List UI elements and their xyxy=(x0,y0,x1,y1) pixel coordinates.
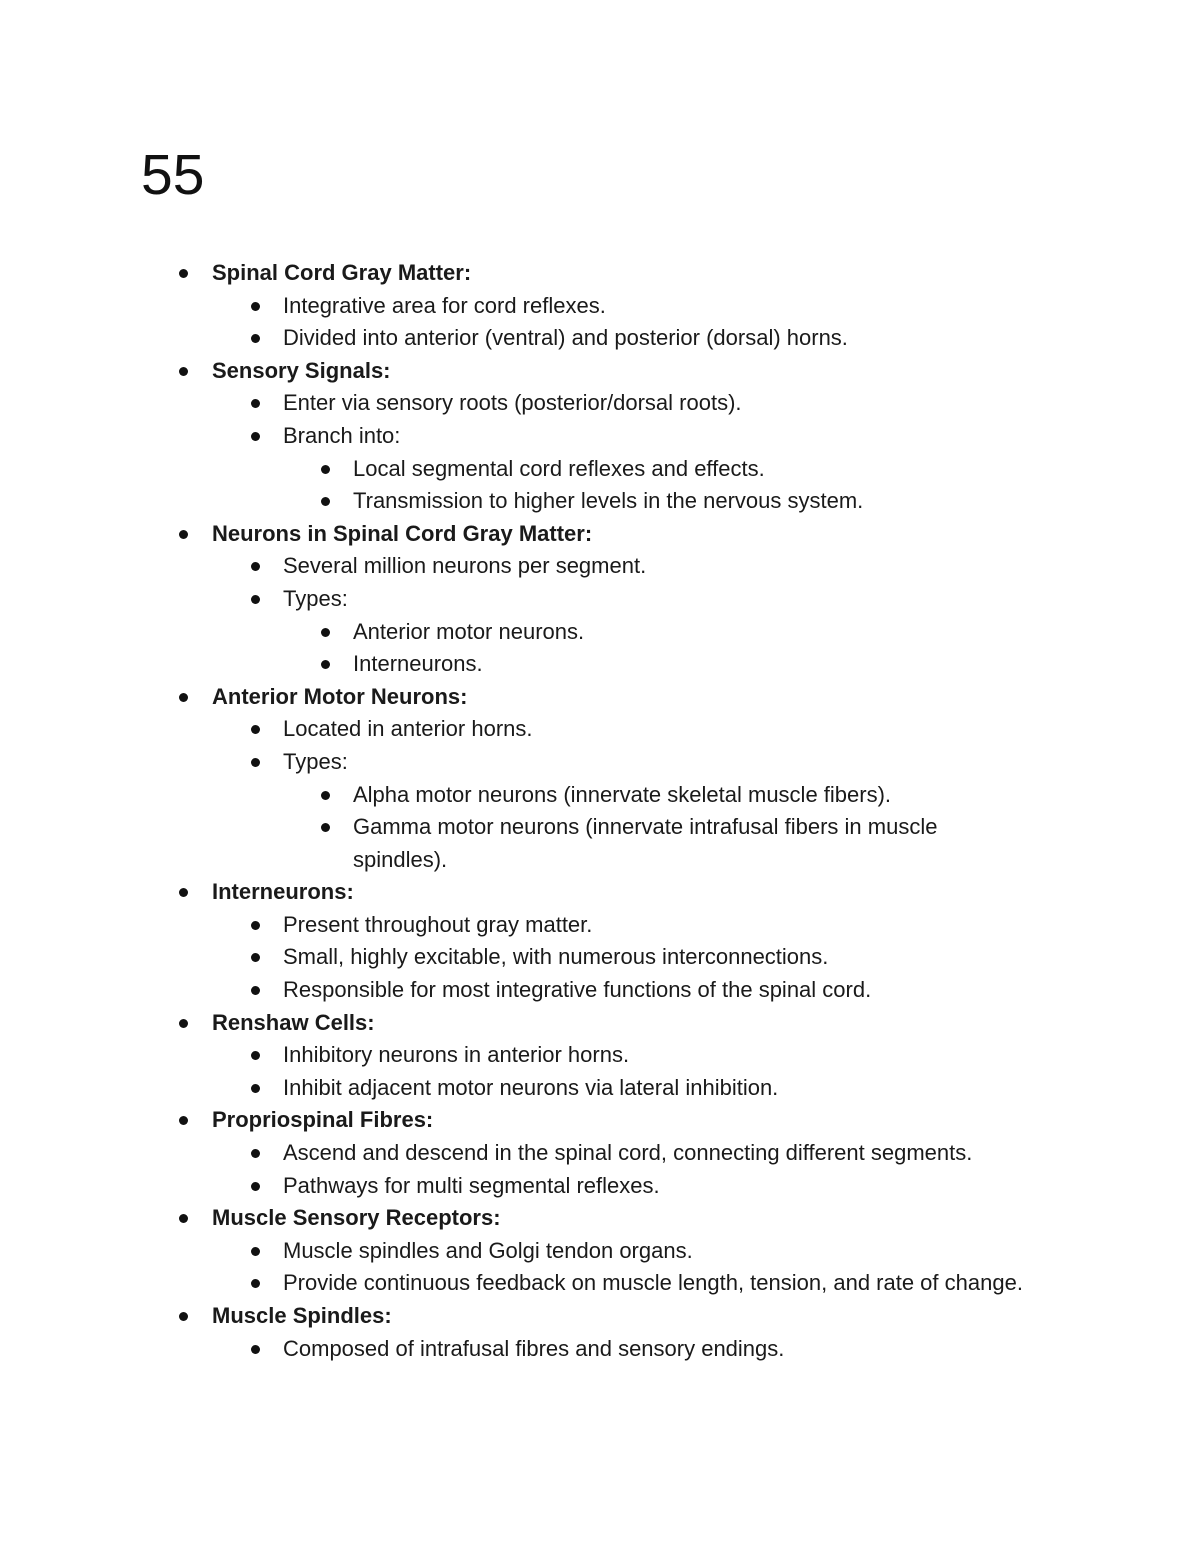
section-item xyxy=(0,257,1200,355)
list-row xyxy=(0,355,1200,388)
list-row xyxy=(0,941,1043,974)
section-heading: Muscle Sensory Receptors: xyxy=(212,1205,501,1231)
list-item xyxy=(0,322,1200,355)
list-item xyxy=(0,1267,1200,1300)
bullet-icon xyxy=(179,367,188,376)
list-item xyxy=(0,1137,1200,1170)
list-row xyxy=(0,1104,1200,1137)
list-row xyxy=(0,1007,1200,1040)
bullet-icon xyxy=(321,791,330,800)
nested-list xyxy=(0,453,1200,518)
list-row xyxy=(0,811,1013,876)
bullet-icon xyxy=(251,1345,260,1354)
section-item xyxy=(0,681,1200,877)
list-item-text: Inhibit adjacent motor neurons via lateral inhibition. xyxy=(283,1074,779,1100)
list-item xyxy=(0,746,1200,876)
section-item xyxy=(0,1007,1200,1105)
section-item xyxy=(0,355,1200,518)
list-item-text: Types: xyxy=(283,585,348,611)
section-heading: Renshaw Cells: xyxy=(212,1009,375,1035)
list-item xyxy=(0,909,1200,942)
list-row xyxy=(0,550,1043,583)
list-row xyxy=(0,1072,1043,1105)
section-heading: Interneurons: xyxy=(212,879,354,905)
list-item xyxy=(0,779,1200,812)
list-row xyxy=(0,1267,1043,1300)
list-row xyxy=(0,974,1043,1007)
list-item xyxy=(0,941,1200,974)
bullet-icon xyxy=(251,1247,260,1256)
list-row xyxy=(0,518,1200,551)
section-heading: Sensory Signals: xyxy=(212,357,391,383)
bullet-icon xyxy=(179,1116,188,1125)
bullet-icon xyxy=(321,823,330,832)
section-item xyxy=(0,1104,1200,1202)
list-row xyxy=(0,1137,1043,1170)
list-row xyxy=(0,779,1013,812)
bullet-icon xyxy=(251,1051,260,1060)
list-item-text: Provide continuous feedback on muscle length, tension, and rate of change. xyxy=(283,1270,1023,1296)
list-item xyxy=(0,616,1200,649)
nested-list xyxy=(0,616,1200,681)
list-row xyxy=(0,387,1043,420)
list-item xyxy=(0,387,1200,420)
sub-list xyxy=(0,1333,1200,1366)
list-row xyxy=(0,322,1043,355)
section-item xyxy=(0,1300,1200,1365)
list-item xyxy=(0,420,1200,518)
list-row xyxy=(0,681,1200,714)
list-row xyxy=(0,746,1043,779)
bullet-icon xyxy=(251,725,260,734)
list-row xyxy=(0,648,1013,681)
bullet-icon xyxy=(179,1019,188,1028)
bullet-icon xyxy=(321,497,330,506)
list-item xyxy=(0,583,1200,681)
section-heading: Anterior Motor Neurons: xyxy=(212,683,468,709)
bullet-icon xyxy=(251,986,260,995)
list-item-text: Branch into: xyxy=(283,422,401,448)
nested-item-text: Gamma motor neurons (innervate intrafusal fibers in muscle spindles). xyxy=(353,814,938,872)
section-item xyxy=(0,518,1200,681)
list-item xyxy=(0,1333,1200,1366)
sub-list xyxy=(0,1137,1200,1202)
list-row xyxy=(0,290,1043,323)
list-item-text: Types: xyxy=(283,748,348,774)
list-item-text: Muscle spindles and Golgi tendon organs. xyxy=(283,1237,693,1263)
sub-list xyxy=(0,713,1200,876)
list-item-text: Divided into anterior (ventral) and posterior (dorsal) horns. xyxy=(283,325,848,351)
section-heading: Spinal Cord Gray Matter: xyxy=(212,260,472,285)
list-item-text: Small, highly excitable, with numerous interconnections. xyxy=(283,944,829,970)
bullet-icon xyxy=(251,1182,260,1191)
list-item xyxy=(0,713,1200,746)
nested-item-text: Local segmental cord reflexes and effects. xyxy=(353,455,765,481)
list-row xyxy=(0,1300,1200,1333)
sub-list xyxy=(0,1039,1200,1104)
list-item-text: Enter via sensory roots (posterior/dorsal roots). xyxy=(283,390,742,416)
list-row xyxy=(0,583,1043,616)
bullet-icon xyxy=(179,269,188,278)
list-item xyxy=(0,550,1200,583)
section-item xyxy=(0,1202,1200,1300)
bullet-icon xyxy=(321,628,330,637)
section-item xyxy=(0,876,1200,1006)
bullet-icon xyxy=(251,399,260,408)
sub-list xyxy=(0,387,1200,517)
list-row xyxy=(0,1170,1043,1203)
list-item xyxy=(0,811,1200,876)
page-number: 55 xyxy=(141,143,205,207)
list-item-text: Composed of intrafusal fibres and sensory endings. xyxy=(283,1335,785,1361)
nested-item-text: Transmission to higher levels in the nervous system. xyxy=(353,488,864,514)
list-row xyxy=(0,1202,1200,1235)
bullet-icon xyxy=(179,693,188,702)
list-item xyxy=(0,485,1200,518)
section-heading: Muscle Spindles: xyxy=(212,1303,392,1328)
list-item xyxy=(0,1039,1200,1072)
bullet-icon xyxy=(251,595,260,604)
list-item-text: Ascend and descend in the spinal cord, connecting different segments. xyxy=(283,1140,973,1166)
sub-list xyxy=(0,290,1200,355)
bullet-icon xyxy=(321,465,330,474)
list-row xyxy=(0,1039,1043,1072)
bullet-icon xyxy=(179,888,188,897)
bullet-icon xyxy=(179,1312,188,1321)
list-item xyxy=(0,290,1200,323)
bullet-icon xyxy=(251,302,260,311)
bullet-icon xyxy=(179,1214,188,1223)
list-row xyxy=(0,1235,1043,1268)
list-item xyxy=(0,453,1200,486)
list-item-text: Pathways for multi segmental reflexes. xyxy=(283,1172,660,1198)
bullet-icon xyxy=(251,1279,260,1288)
nested-item-text: Alpha motor neurons (innervate skeletal muscle fibers). xyxy=(353,781,892,807)
list-item-text: Responsible for most integrative functions of the spinal cord. xyxy=(283,977,872,1003)
list-row xyxy=(0,909,1043,942)
sub-list xyxy=(0,909,1200,1007)
list-row xyxy=(0,453,1013,486)
nested-item-text: Anterior motor neurons. xyxy=(353,618,585,644)
list-item xyxy=(0,1170,1200,1203)
list-item-text: Several million neurons per segment. xyxy=(283,553,647,579)
bullet-icon xyxy=(251,953,260,962)
list-item-text: Present throughout gray matter. xyxy=(283,911,593,937)
list-row xyxy=(0,876,1200,909)
list-row xyxy=(0,485,1013,518)
list-item-text: Integrative area for cord reflexes. xyxy=(283,292,606,318)
list-item xyxy=(0,648,1200,681)
sub-list xyxy=(0,1235,1200,1300)
notes-outline xyxy=(0,257,1200,1365)
list-row xyxy=(0,420,1043,453)
list-item-text: Inhibitory neurons in anterior horns. xyxy=(283,1042,630,1068)
bullet-icon xyxy=(251,432,260,441)
section-heading: Neurons in Spinal Cord Gray Matter: xyxy=(212,520,593,546)
list-row xyxy=(0,1333,1043,1366)
list-item-text: Located in anterior horns. xyxy=(283,716,533,742)
list-row xyxy=(0,616,1013,649)
nested-item-text: Interneurons. xyxy=(353,651,483,677)
bullet-icon xyxy=(251,758,260,767)
bullet-icon xyxy=(179,530,188,539)
bullet-icon xyxy=(251,562,260,571)
bullet-icon xyxy=(251,1084,260,1093)
list-row xyxy=(0,713,1043,746)
list-item xyxy=(0,1235,1200,1268)
bullet-icon xyxy=(251,334,260,343)
nested-list xyxy=(0,779,1200,877)
sub-list xyxy=(0,550,1200,680)
bullet-icon xyxy=(321,660,330,669)
bullet-icon xyxy=(251,1149,260,1158)
list-row xyxy=(0,257,1200,290)
list-item xyxy=(0,1072,1200,1105)
list-item xyxy=(0,974,1200,1007)
section-heading: Propriospinal Fibres: xyxy=(212,1107,434,1133)
bullet-icon xyxy=(251,921,260,930)
